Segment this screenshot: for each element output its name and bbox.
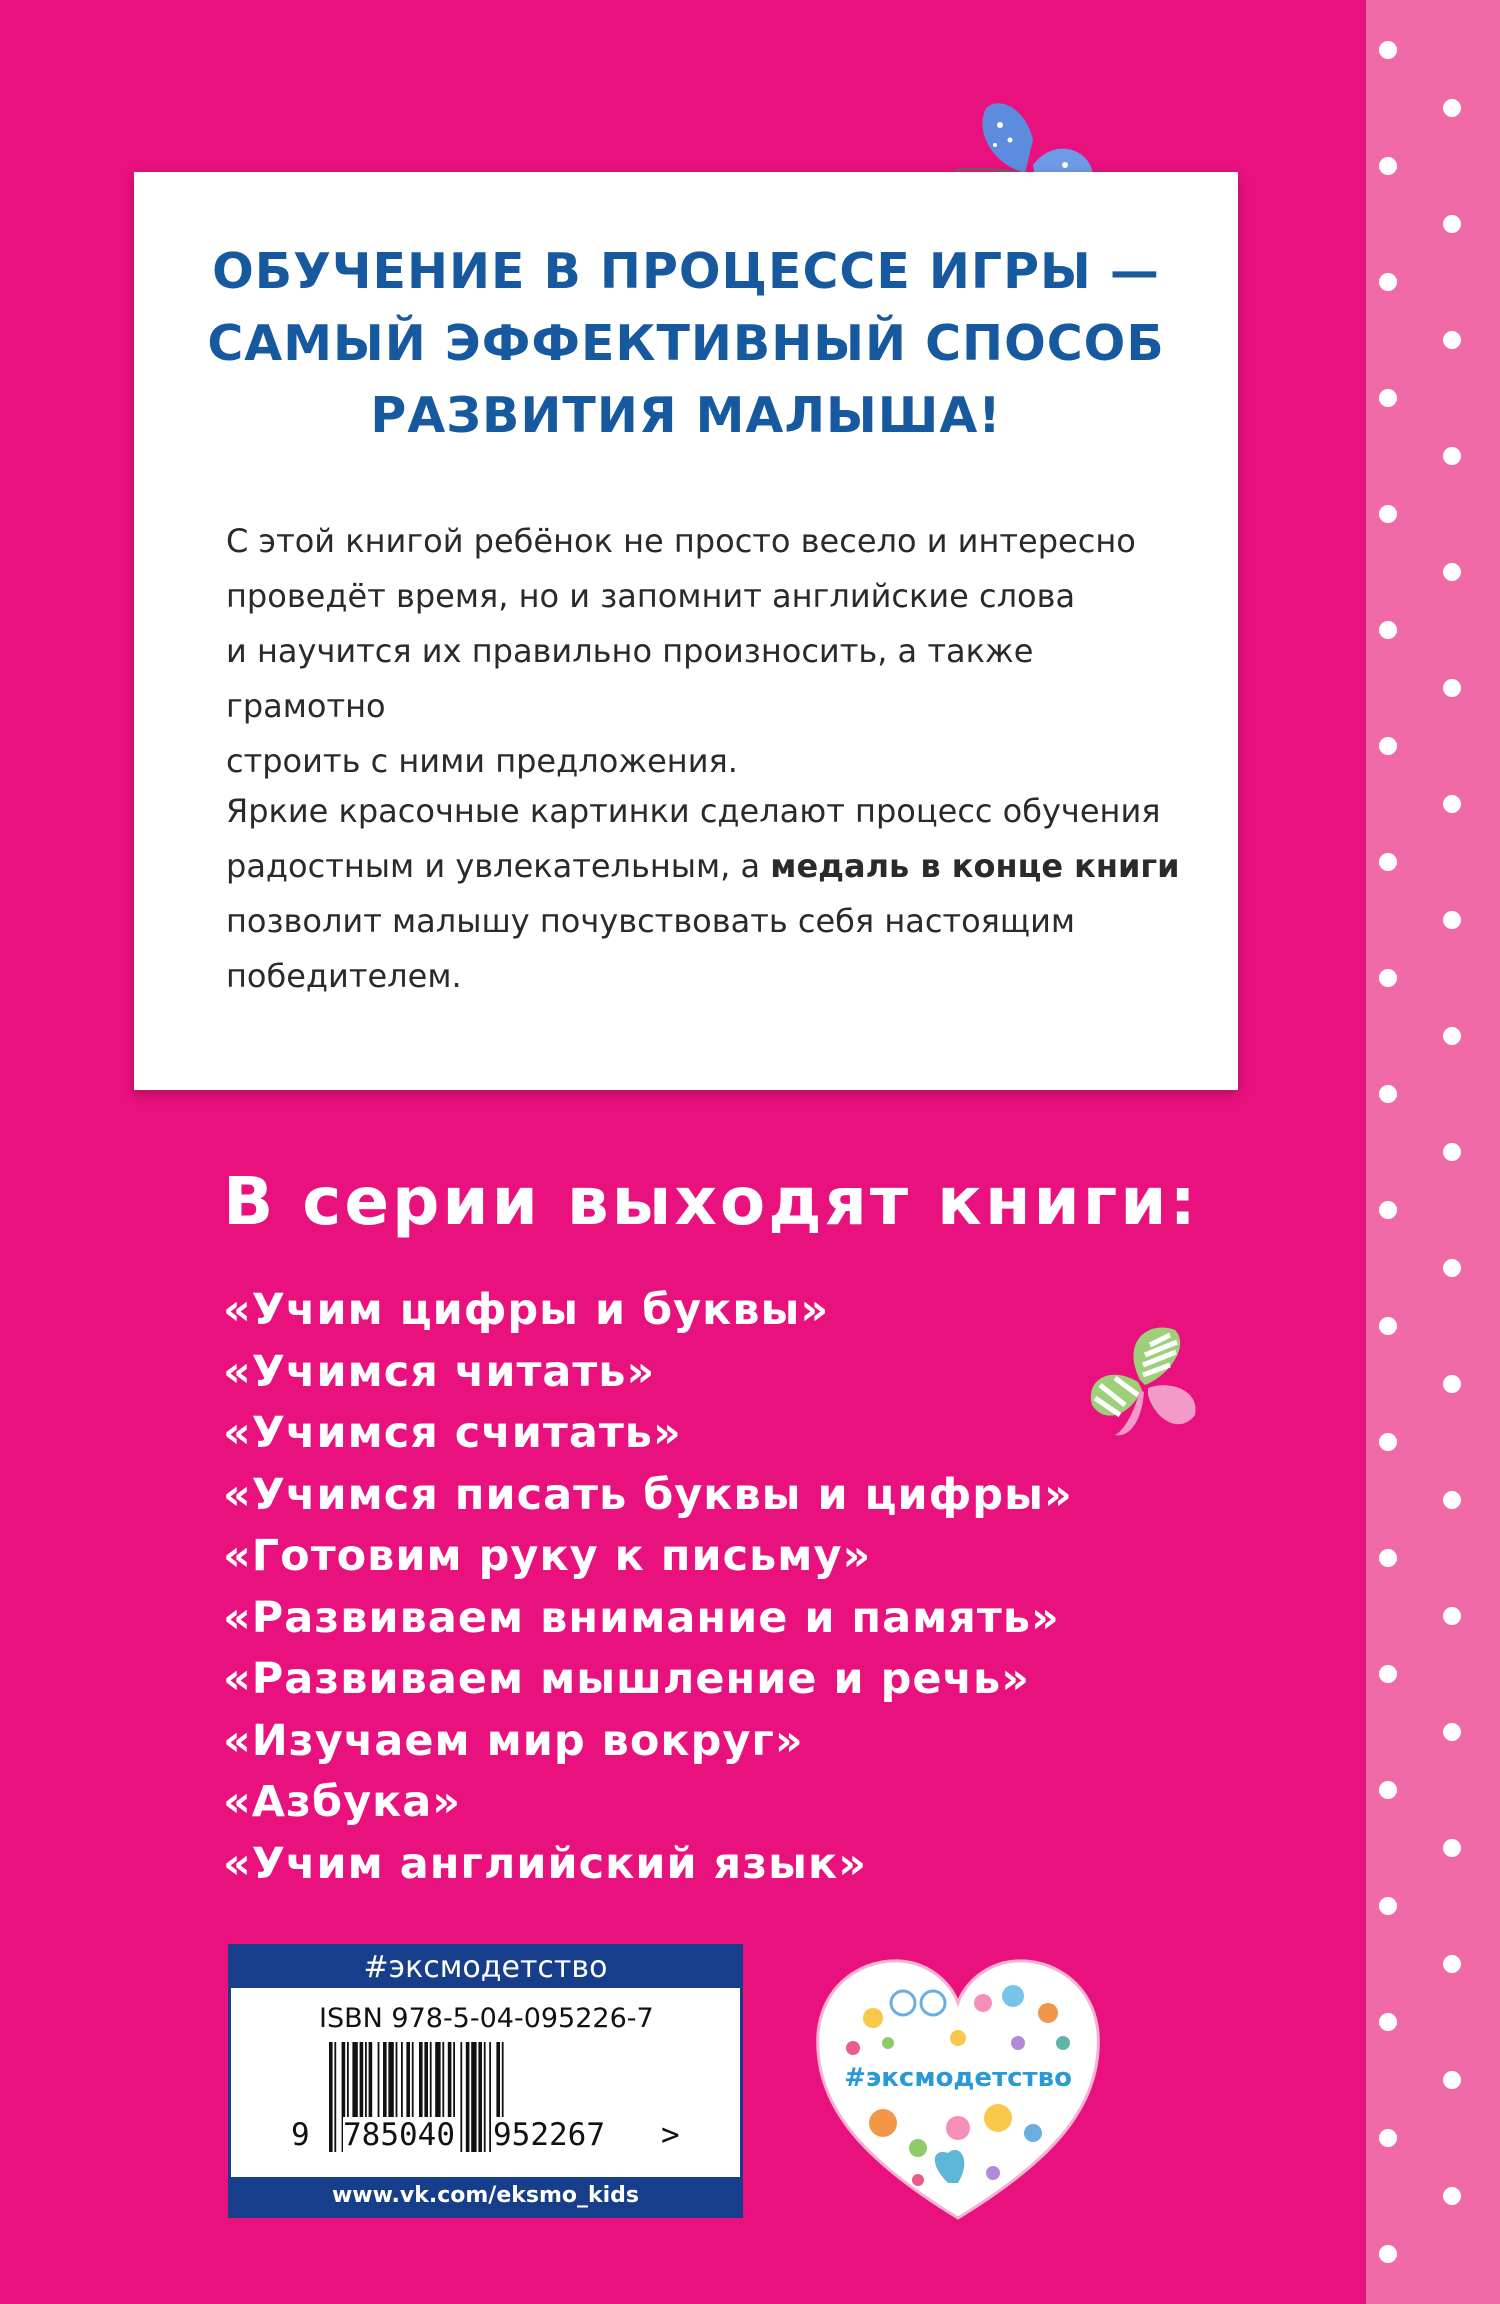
paragraph-2-text: радостным и увлекательным, а bbox=[226, 847, 771, 885]
strip-dot bbox=[1443, 1607, 1461, 1625]
description-panel bbox=[134, 172, 1238, 1090]
strip-dot bbox=[1443, 1839, 1461, 1857]
barcode-bar bbox=[329, 2042, 333, 2152]
strip-dot bbox=[1443, 1491, 1461, 1509]
paragraph-2-line: Яркие красочные картинки сделают процесс обучения bbox=[226, 792, 1161, 830]
book-title: «Изучаем мир вокруг» bbox=[223, 1715, 804, 1766]
strip-dot bbox=[1379, 737, 1397, 755]
barcode-bar bbox=[489, 2042, 491, 2152]
isbn-number: ISBN 978-5-04-095226-7 bbox=[319, 2003, 654, 2034]
strip-dot bbox=[1443, 2187, 1461, 2205]
description-paragraph-1 bbox=[226, 514, 1186, 789]
strip-dot bbox=[1443, 563, 1461, 581]
strip-dot bbox=[1379, 1433, 1397, 1451]
barcode-bar bbox=[478, 2042, 482, 2152]
strip-dot bbox=[1379, 41, 1397, 59]
strip-dot bbox=[1443, 795, 1461, 813]
medal-highlight: медаль в конце книги bbox=[770, 847, 1180, 885]
strip-dot bbox=[1379, 1201, 1397, 1219]
paragraph-2-line bbox=[226, 839, 1186, 894]
barcode-bar bbox=[466, 2042, 470, 2152]
strip-dot bbox=[1379, 273, 1397, 291]
strip-dot bbox=[1443, 1723, 1461, 1741]
strip-dot bbox=[1443, 911, 1461, 929]
description-paragraph-2 bbox=[226, 784, 1186, 1004]
strip-dot bbox=[1379, 2245, 1397, 2263]
book-title: «Учимся писать буквы и цифры» bbox=[223, 1469, 1073, 1520]
series-title: В серии выходят книги: bbox=[223, 1163, 1199, 1240]
strip-dot bbox=[1379, 1781, 1397, 1799]
book-title: «Учимся считать» bbox=[223, 1408, 682, 1458]
strip-dot bbox=[1443, 1259, 1461, 1277]
heart-hashtag: #эксмодетство bbox=[844, 2063, 1072, 2093]
book-title: «Развиваем мышление и речь» bbox=[223, 1654, 1031, 1704]
headline-line-3: РАЗВИТИЯ МАЛЫША! bbox=[370, 387, 1002, 444]
barcode-digit-first: 9 bbox=[291, 2117, 310, 2153]
strip-dot bbox=[1379, 1897, 1397, 1915]
paragraph-2-line: победителем. bbox=[226, 957, 462, 995]
strip-dot bbox=[1443, 1027, 1461, 1045]
paragraph-1-line: строить с ними предложения. bbox=[226, 742, 738, 780]
barcode-bar bbox=[334, 2042, 336, 2152]
strip-dot bbox=[1379, 157, 1397, 175]
strip-dot bbox=[1443, 1375, 1461, 1393]
strip-dot bbox=[1443, 99, 1461, 117]
book-title: «Учим цифры и буквы» bbox=[223, 1285, 830, 1335]
green-butterfly-illustration bbox=[1080, 1320, 1210, 1440]
barcode-bar bbox=[484, 2042, 486, 2152]
side-strip-dots bbox=[1366, 0, 1500, 2304]
barcode-digit-group-1: 785040 bbox=[343, 2117, 455, 2153]
book-title: «Учим английский язык» bbox=[223, 1838, 867, 1889]
headline-line-2: САМЫЙ ЭФФЕКТИВНЫЙ СПОСОБ bbox=[207, 315, 1165, 372]
book-title: «Развиваем внимание и память» bbox=[223, 1592, 1060, 1643]
book-title: «Азбука» bbox=[223, 1777, 462, 1827]
paragraph-2-line: позволит малышу почувствовать себя настоящим bbox=[226, 902, 1075, 940]
headline bbox=[134, 236, 1238, 452]
book-title: «Учимся читать» bbox=[223, 1346, 656, 1397]
series-book-list bbox=[223, 1280, 1073, 1895]
barcode-bar bbox=[460, 2042, 462, 2152]
paragraph-1-line: проведёт время, но и запомнит английские слова bbox=[226, 577, 1076, 615]
headline-line-1: ОБУЧЕНИЕ В ПРОЦЕССЕ ИГРЫ — bbox=[212, 243, 1160, 300]
strip-dot bbox=[1379, 389, 1397, 407]
strip-dot bbox=[1379, 2013, 1397, 2031]
strip-dot bbox=[1379, 2129, 1397, 2147]
strip-dot bbox=[1443, 447, 1461, 465]
barcode-arrow: > bbox=[661, 2117, 680, 2153]
paragraph-1-line: и научится их правильно произносить, а также грамотно bbox=[226, 632, 1034, 725]
eksmo-kids-heart-logo bbox=[808, 1948, 1108, 2228]
isbn-hashtag: #эксмодетство bbox=[231, 1947, 740, 1988]
strip-dot bbox=[1443, 2071, 1461, 2089]
strip-dot bbox=[1379, 1085, 1397, 1103]
vk-link: www.vk.com/eksmo_kids bbox=[231, 2177, 740, 2215]
strip-dot bbox=[1379, 969, 1397, 987]
strip-dot bbox=[1379, 1549, 1397, 1567]
strip-dot bbox=[1443, 215, 1461, 233]
strip-dot bbox=[1443, 1955, 1461, 1973]
strip-dot bbox=[1379, 1665, 1397, 1683]
strip-dot bbox=[1379, 505, 1397, 523]
paragraph-1-line: С этой книгой ребёнок не просто весело и интересно bbox=[226, 522, 1136, 560]
strip-dot bbox=[1443, 679, 1461, 697]
book-title: «Готовим руку к письму» bbox=[223, 1531, 872, 1581]
barcode-bar bbox=[471, 2042, 476, 2152]
barcode-digit-group-2: 952267 bbox=[493, 2117, 605, 2153]
strip-dot bbox=[1379, 621, 1397, 639]
isbn-barcode-label bbox=[228, 1944, 743, 2218]
strip-dot bbox=[1443, 331, 1461, 349]
strip-dot bbox=[1379, 1317, 1397, 1335]
strip-dot bbox=[1379, 853, 1397, 871]
strip-dot bbox=[1443, 1143, 1461, 1161]
